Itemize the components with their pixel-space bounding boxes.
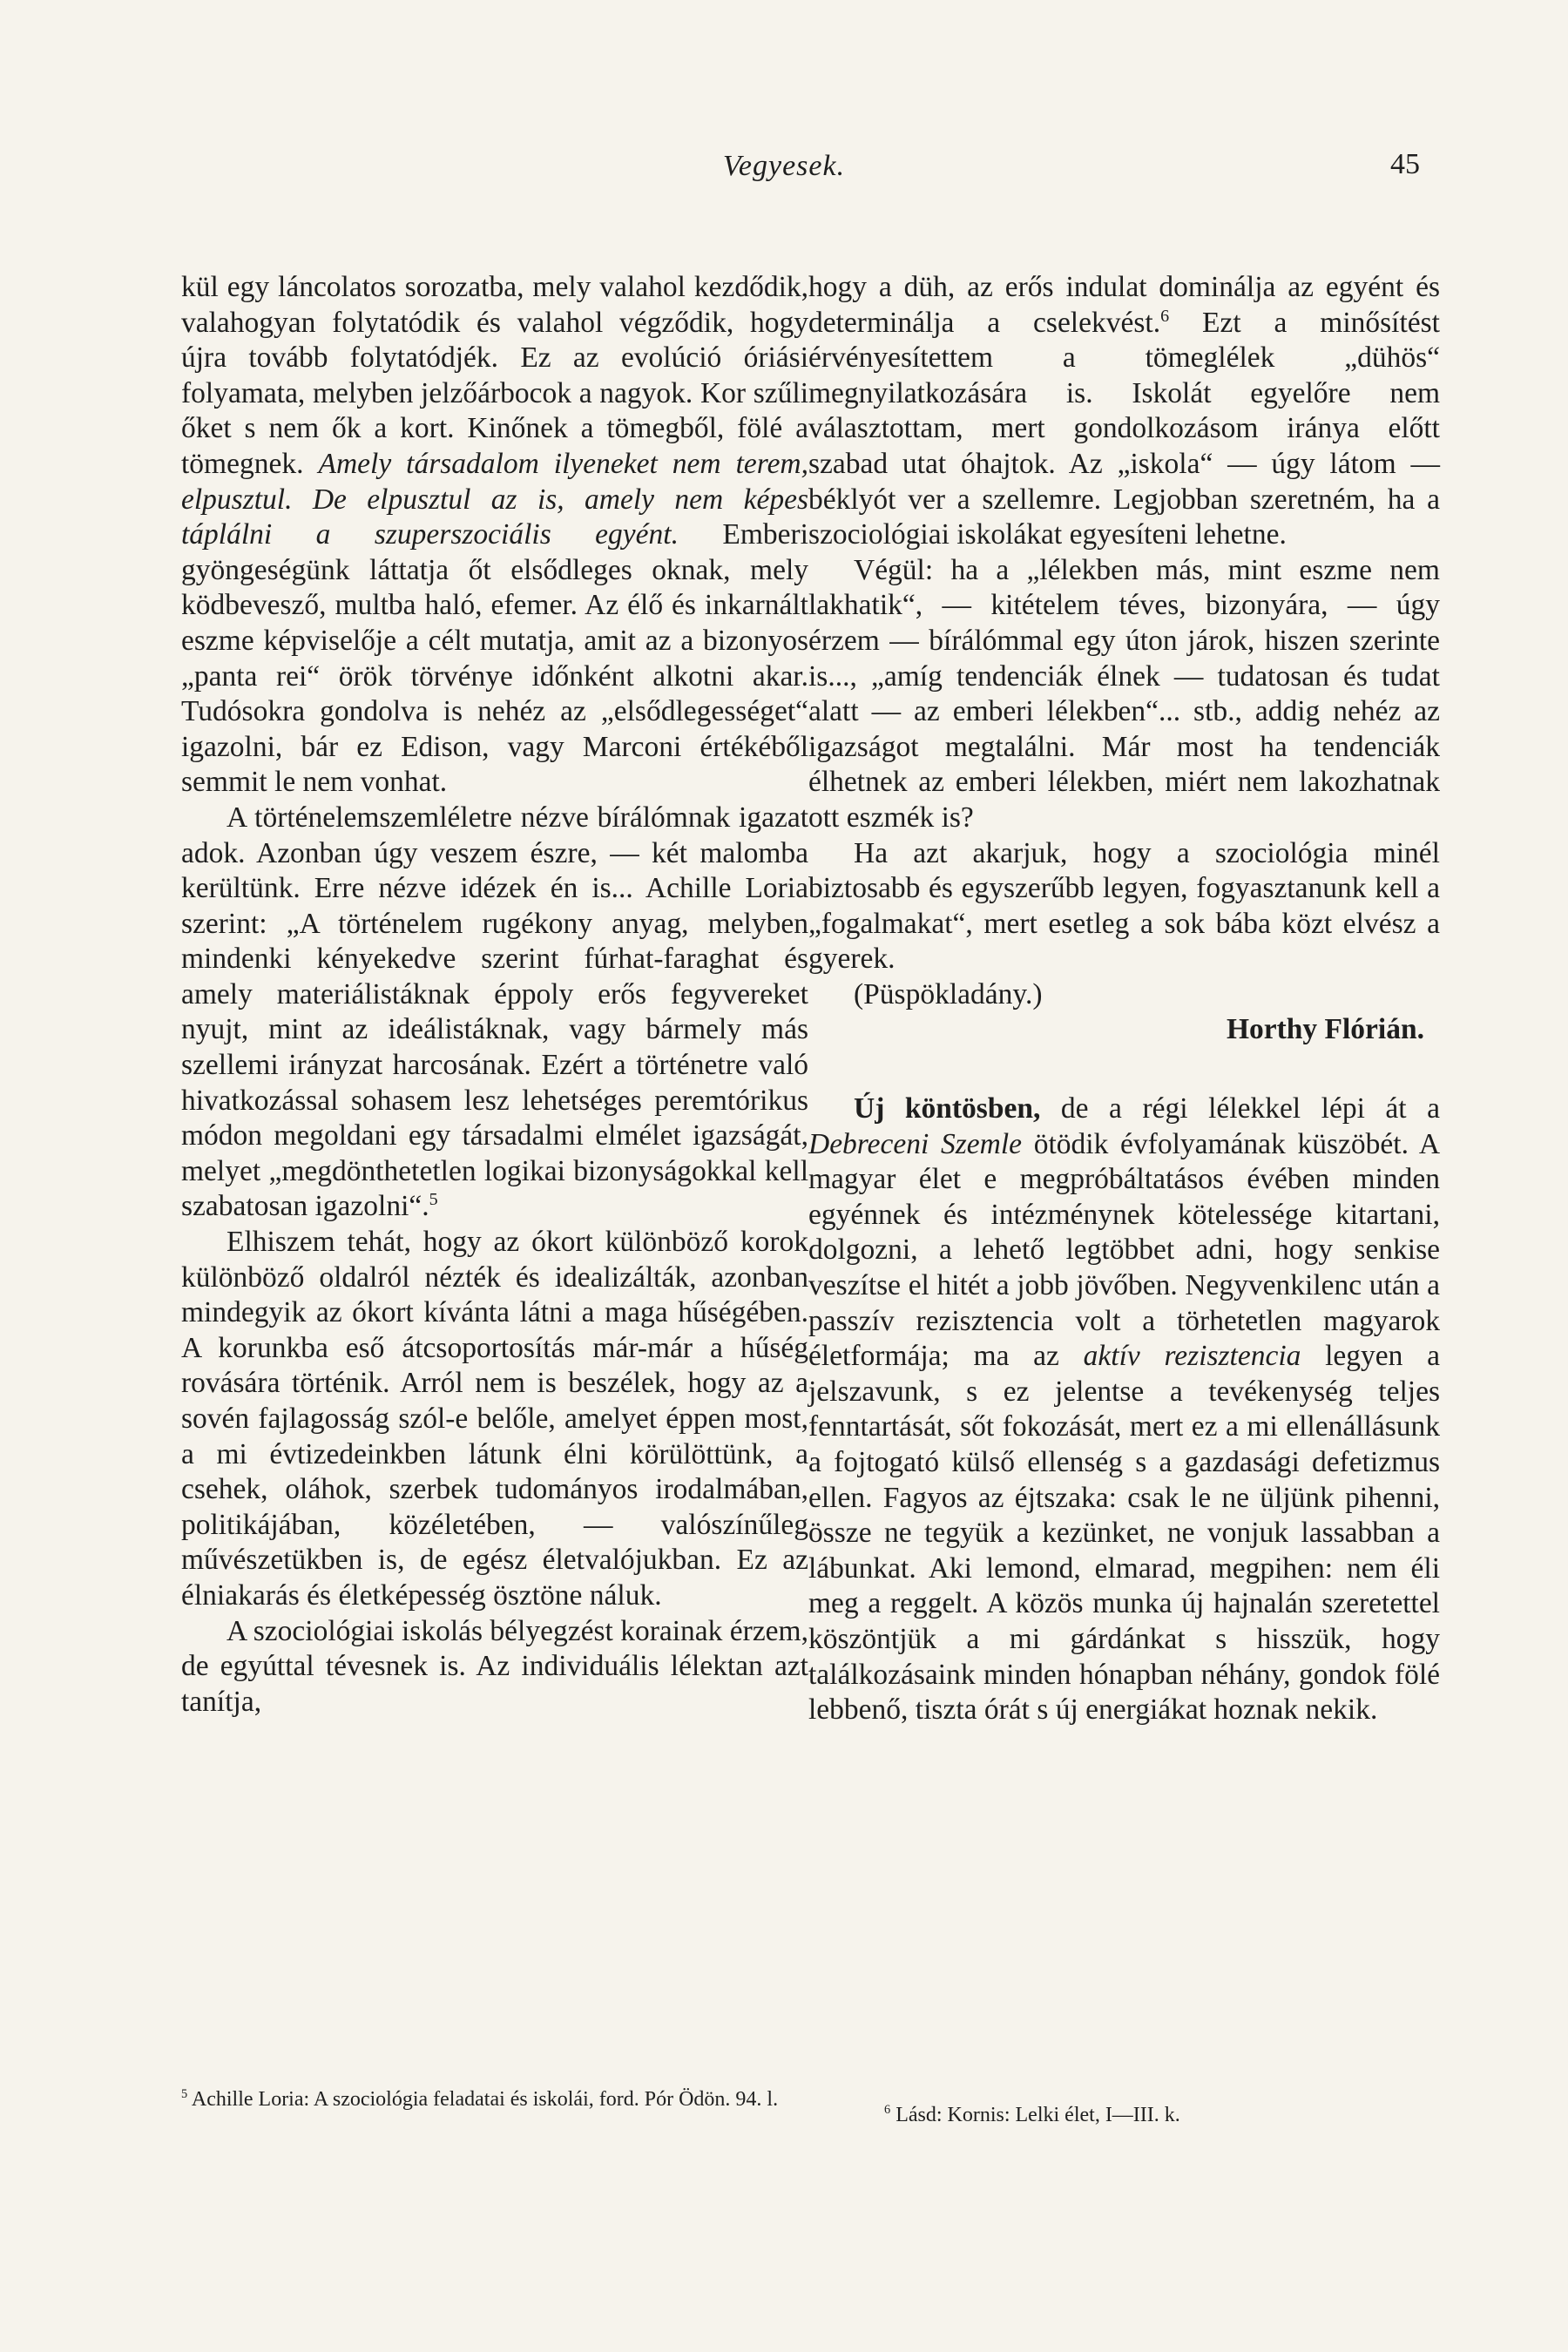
italic-passage: Amely társadalom ilyeneket nem terem, elpusztul. De elpusztul az is, amely nem képes táplálni a szuperszociális egyént. bbox=[181, 447, 809, 551]
paragraph bbox=[808, 270, 1440, 553]
left-column bbox=[181, 270, 808, 1720]
paragraph-text: legyen a jelszavunk, s ez jelentse a tevékenység teljes fenntartását, sőt fokozását, mert ez a mi ellenállásunk a fojtogató külső ellenség s a gazdasági defetizmus ellen. Fagyos az éjtszaka: csak le ne üljünk pihenni, össze ne tegyük a kezünket, ne vonjuk lassabban a lábunkat. Aki lemond, elmarad, megpihen: nem éli meg a reggelt. A közös munka új hajnalán szeretettel köszöntjük a mi gárdánkat s hisszük, hogy találkozásaink minden hónapban néhány, gondok fölé lebbenő, tiszta órát s új energiákat hoznak nekik. bbox=[808, 1340, 1440, 1727]
paragraph-text: Elhiszem tehát, hogy az ókort különböző korok különböző oldalról nézték és idealizálták, azonban mindegyik az ókort kívánta látni a maga hűségében. A korunkba eső átcsoportosítás már-már a hűség rovására történik. Arról nem is beszélek, hogy az a sovén fajlagosság szól-e belőle, amelyet éppen most, a mi évtizedeinkben látunk élni körülöttünk, a csehek, oláhok, szerbek tudományos irodalmában, politikájában, közéletében, — valószínűleg művészetükben is, de egész életvalójukban. Ez az élniakarás és életképesség ösztöne náluk. bbox=[181, 1226, 808, 1612]
page-number: 45 bbox=[1390, 148, 1420, 180]
footnote-ref: 5 bbox=[429, 1190, 438, 1210]
footnote-text: Achille Loria: A szociológia feladatai és iskolái, ford. Pór Ödön. 94. l. bbox=[191, 2088, 779, 2111]
paragraph-text: ötödik évfolyamának küszöbét. A magyar élet e megpróbáltatásos évében minden egyénnek és intézménynek kötelessége kitartani, dolgozni, a lehető legtöbbet adni, hogy senkise veszítse el hitét a jobb jövőben. Negyvenkilenc után a passzív rezisztencia volt a törhetetlen magyarok életformája; ma az bbox=[808, 1127, 1441, 1373]
section-divider bbox=[808, 1048, 1440, 1092]
paragraph-text: Végül: ha a „lélekben más, mint eszme nem lakhatik“, — kitételem téves, bizonyára, — úgy érzem — bírálómmal egy úton járok, hiszen szerinte is..., „amíg tendenciák élnek — tudatosan és tudat alatt — az emberi lélekben“... stb., addig nehéz az igazságot megtalálni. Már most ha tendenciák élhetnek az emberi lélekben, miért nem lakozhatnak ott eszmék is? bbox=[808, 553, 1440, 834]
footnote-mark: 5 bbox=[181, 2087, 188, 2101]
footnote-mark: 6 bbox=[884, 2103, 891, 2117]
section-lead: Új köntösben, bbox=[854, 1092, 1041, 1125]
journal-title: Debreceni Szemle bbox=[808, 1127, 1023, 1160]
paragraph bbox=[181, 1614, 808, 1720]
paragraph-text: hogy a düh, az erős indulat dominálja az egyént és determinálja a cselekvést. bbox=[808, 271, 1440, 339]
running-head bbox=[0, 148, 1568, 192]
paragraph-text: A szociológiai iskolás bélyegzést korainak érzem, de egyúttal tévesnek is. Az individuális lélektan azt tanítja, bbox=[181, 1614, 808, 1718]
footnote-text: Lásd: Kornis: Lelki élet, I—III. k. bbox=[896, 2104, 1180, 2126]
paragraph-text: kül egy láncolatos sorozatba, mely valahol kezdődik, valahogyan folytatódik és valahol végződik, hogy újra tovább folytatódjék. Ez az evolúció óriási folyamata, melyben jelzőárbocok a nagyok. Kor szűli őket s nem ők a kort. Kinőnek a tömegből, fölé a tömegnek. bbox=[181, 271, 808, 480]
author-signature: Horthy Flórián. bbox=[1226, 1013, 1424, 1046]
paragraph bbox=[808, 836, 1440, 977]
footnote-5 bbox=[181, 2086, 791, 2112]
right-column bbox=[808, 270, 1440, 1728]
paragraph bbox=[808, 553, 1440, 836]
footnote-ref: 6 bbox=[1160, 306, 1170, 326]
paragraph bbox=[181, 270, 808, 801]
paragraph-text: Emberi gyöngeségünk láttatja őt elsődleges oknak, mely ködbevesző, multba haló, efemer. Az élő és inkarnált eszme képviselője a célt mutatja, amit az a bizonyos „panta rei“ örök törvénye időnként alkotni akar. Tudósokra gondolva is nehéz az „elsődlegességet“ igazolni, bár ez Edison, vagy Marconi értékéből semmit le nem vonhat. bbox=[181, 518, 808, 799]
footnote-6 bbox=[884, 2102, 1424, 2128]
paragraph-text: de a régi lélekkel lépi át a bbox=[1060, 1092, 1441, 1125]
section-paragraph bbox=[808, 1092, 1440, 1728]
paragraph bbox=[181, 1225, 808, 1614]
running-title: Vegyesek. bbox=[722, 150, 846, 182]
italic-term: aktív rezisztencia bbox=[1083, 1340, 1301, 1373]
paragraph-text: A történelemszemléletre nézve bírálómnak igazat adok. Azonban úgy veszem észre, — két malomba kerültünk. Erre nézve idézek én is... Achille Loria szerint: „A történelem rugékony anyag, melyben mindenki kényekedve szerint fúrhat-faraghat és amely materiálistáknak éppoly erős fegyvereket nyujt, mint az ideálistáknak, vagy bármely más szellemi irányzat harcosának. Ezért a történetre való hivatkozással sohasem lesz lehetséges peremtórikus módon megoldani egy társadalmi elmélet igazságát, melyet „megdönthetetlen logikai bizonyságokkal kell szabatosan igazolni“. bbox=[181, 801, 808, 1223]
paragraph bbox=[181, 801, 808, 1225]
paragraph-text: Ha azt akarjuk, hogy a szociológia minél biztosabb és egyszerűbb legyen, fogyasztanunk kell a „fogalmakat“, mert esetleg a sok bába közt elvész a gyerek. bbox=[808, 836, 1440, 976]
place-line: (Püspökladány.) bbox=[854, 977, 1043, 1010]
paragraph-text: Ezt a minősítést érvényesítettem a tömeglélek „dühös“ megnyilatkozására is. Iskolát egyelőre nem választottam, mert gondolkozásom iránya előtt szabad utat óhajtok. Az „iskola“ — úgy látom — béklyót ver a szellemre. Legjobban szeretném, ha a szociológiai iskolákat egyesíteni lehetne. bbox=[808, 306, 1440, 551]
